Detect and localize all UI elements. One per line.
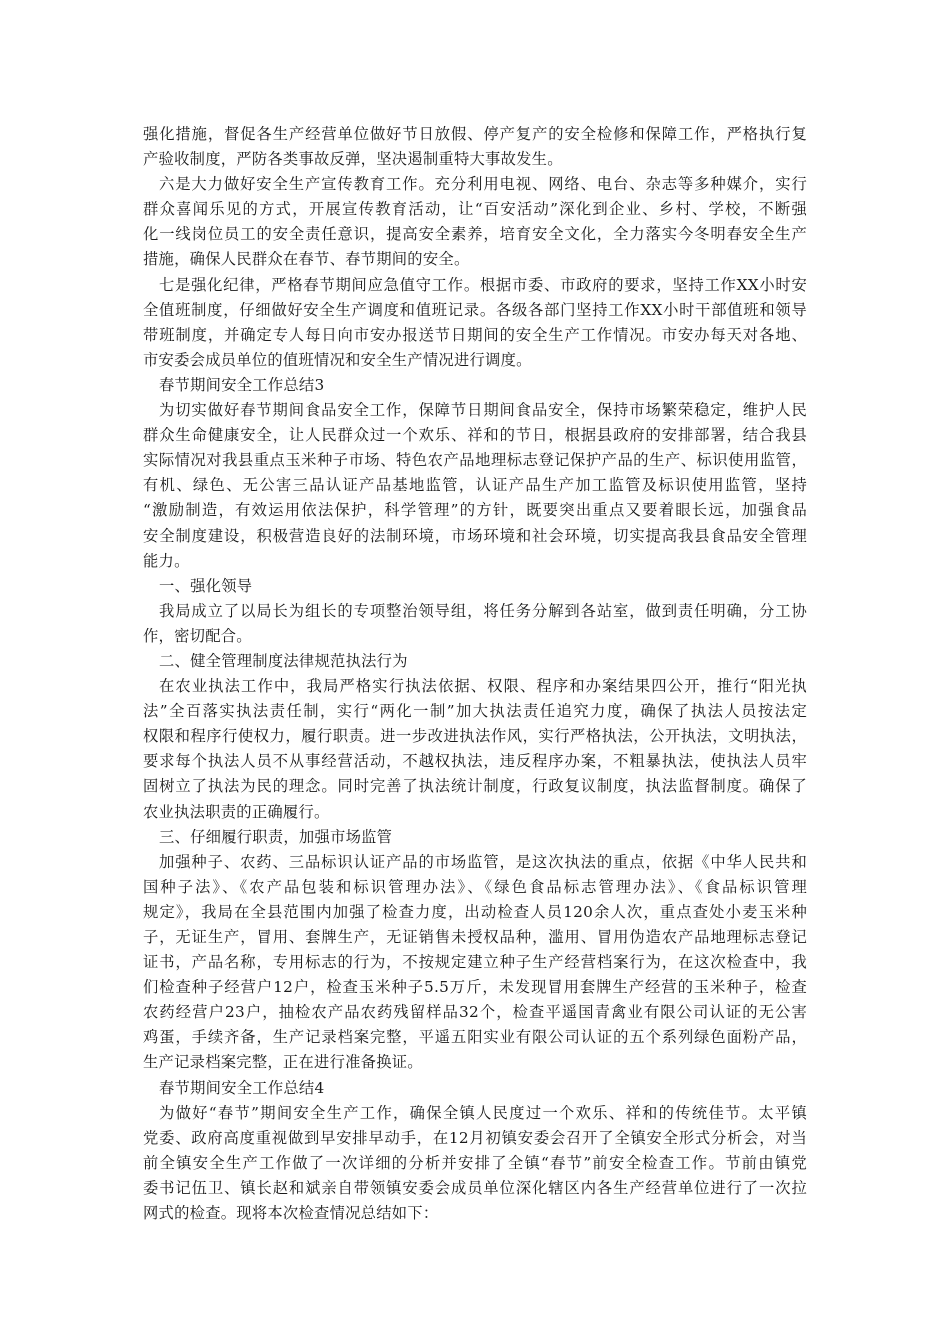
text-line: 前全镇安全生产工作做了一次详细的分析并安排了全镇“春节”前安全检查工作。节前由镇党 — [143, 1153, 807, 1172]
text-line: 强化措施，督促各生产经营单位做好节日放假、停产复产的安全检修和保障工作，严格执行复 — [143, 125, 807, 143]
text-line: “激励制造，有效运用依法保护，科学管理”的方针，既要突出重点又要着眼长远，加强食品 — [143, 501, 807, 520]
text-line: 春节期间安全工作总结4 — [159, 1078, 325, 1097]
text-line: 二、健全管理制度法律规范执法行为 — [159, 651, 408, 670]
text-line: 农业执法职责的正确履行。 — [143, 802, 330, 821]
text-line: 群众生命健康安全，让人民群众过一个欢乐、祥和的节日，根据县政府的安排部署，结合我县 — [143, 426, 807, 445]
text-line: 七是强化纪律，严格春节期间应急值守工作。根据市委、市政府的要求，坚持工作XX小时安 — [159, 275, 807, 294]
text-line: 六是大力做好安全生产宣传教育工作。充分利用电视、网络、电台、杂志等多种媒介，实行 — [159, 175, 807, 194]
document-body — [143, 122, 807, 1226]
text-line: 能力。 — [143, 551, 190, 570]
text-line: 法”全百落实执法责任制，实行“两化一制”加大执法责任追究力度，确保了执法人员按法定 — [143, 702, 807, 721]
text-line: 们检查种子经营户12户，检查玉米种子5.5万斤，未发现冒用套牌生产经营的玉米种子，检查 — [143, 978, 807, 997]
text-line: 生产记录档案完整，正在进行准备换证。 — [143, 1053, 423, 1072]
text-line: 规定》，我局在全县范围内加强了检查力度，出动检查人员120余人次，重点查处小麦玉米种 — [143, 902, 807, 921]
text-line: 实际情况对我县重点玉米种子市场、特色农产品地理标志登记保护产品的生产、标识使用监管， — [143, 451, 807, 470]
text-line: 作，密切配合。 — [143, 626, 252, 645]
text-line: 固树立了执法为民的理念。同时完善了执法统计制度，行政复议制度，执法监督制度。确保了 — [143, 777, 807, 796]
text-line: 春节期间安全工作总结3 — [159, 375, 325, 394]
text-line: 带班制度，并确定专人每日向市安办报送节日期间的安全生产工作情况。市安办每天对各地、 — [143, 325, 807, 344]
text-line: 安全制度建设，积极营造良好的法制环境，市场环境和社会环境，切实提高我县食品安全管理 — [143, 526, 807, 545]
text-line: 委书记伍卫、镇长赵和斌亲自带领镇安委会成员单位深化辖区内各生产经营单位进行了一次拉 — [143, 1178, 807, 1197]
text-line: 产验收制度，严防各类事故反弹，坚决遏制重特大事故发生。 — [143, 150, 563, 169]
text-line: 有机、绿色、无公害三品认证产品基地监管，认证产品生产加工监管及标识使用监管，坚持 — [143, 476, 807, 495]
text-line: 为切实做好春节期间食品安全工作，保障节日期间食品安全，保持市场繁荣稳定，维护人民 — [159, 401, 807, 420]
text-line: 我局成立了以局长为组长的专项整治领导组，将任务分解到各站室，做到责任明确，分工协 — [159, 601, 807, 620]
text-line: 权限和程序行使权力，履行职责。进一步改进执法作风，实行严格执法，公开执法，文明执法， — [143, 727, 807, 746]
text-line: 要求每个执法人员不从事经营活动，不越权执法，违反程序办案，不粗暴执法，使执法人员牢 — [143, 752, 807, 771]
text-line: 农药经营户23户，抽检农产品农药残留样品32个，检查平遥国青禽业有限公司认证的无公害 — [143, 1003, 807, 1022]
text-line: 在农业执法工作中，我局严格实行执法依据、权限、程序和办案结果四公开，推行“阳光执 — [159, 677, 807, 696]
text-line: 化一线岗位员工的安全责任意识，提高安全素养，培育安全文化，全力落实今冬明春安全生产 — [143, 225, 807, 244]
text-line: 子，无证生产，冒用、套牌生产，无证销售未授权品种，滥用、冒用伪造农产品地理标志登记 — [143, 928, 807, 946]
text-line: 鸡蛋，手续齐备，生产记录档案完整，平遥五阳实业有限公司认证的五个系列绿色面粉产品， — [143, 1028, 807, 1047]
text-line: 市安委会成员单位的值班情况和安全生产情况进行调度。 — [143, 350, 532, 369]
text-line: 群众喜闻乐见的方式，开展宣传教育活动，让“百安活动”深化到企业、乡村、学校，不断强 — [143, 200, 807, 219]
text-line: 措施，确保人民群众在春节、春节期间的安全。 — [143, 250, 470, 269]
text-line: 一、强化领导 — [159, 576, 253, 595]
text-line: 网式的检查。现将本次检查情况总结如下： — [143, 1204, 439, 1223]
text-line: 为做好“春节”期间安全生产工作，确保全镇人民度过一个欢乐、祥和的传统佳节。太平镇 — [159, 1103, 807, 1122]
text-line: 三、仔细履行职责，加强市场监管 — [159, 827, 393, 846]
text-line: 国种子法》、《农产品包装和标识管理办法》、《绿色食品标志管理办法》、《食品标识管理 — [143, 877, 807, 896]
text-line: 加强种子、农药、三品标识认证产品的市场监管，是这次执法的重点，依据《中华人民共和 — [159, 852, 807, 871]
text-line: 证书，产品名称，专用标志的行为，不按规定建立种子生产经营档案行为，在这次检查中，我 — [143, 953, 807, 972]
text-line: 全值班制度，仔细做好安全生产调度和值班记录。各级各部门坚持工作XX小时干部值班和领导 — [143, 300, 807, 319]
text-line: 党委、政府高度重视做到早安排早动手，在12月初镇安委会召开了全镇安全形式分析会，对当 — [143, 1128, 807, 1147]
